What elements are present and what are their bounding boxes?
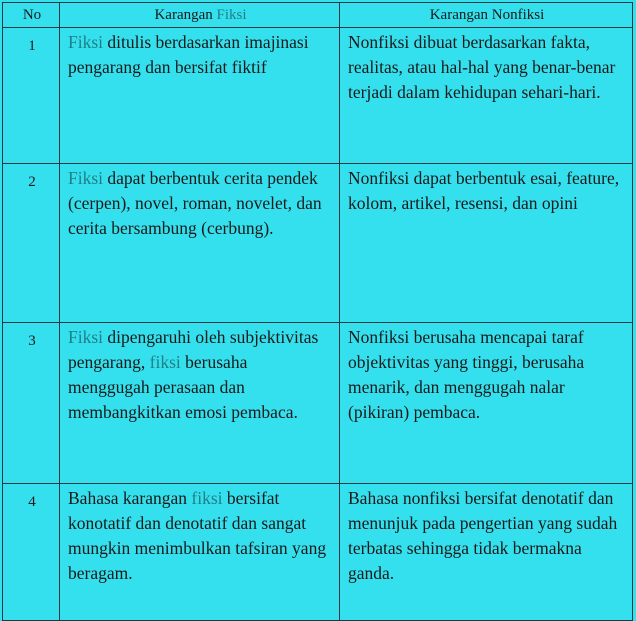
row-number: 1 bbox=[3, 28, 60, 164]
header-fiksi-label: Karangan Fiksi bbox=[154, 6, 247, 23]
header-row bbox=[3, 3, 633, 28]
fiksi-cell bbox=[60, 484, 340, 621]
table-row bbox=[3, 28, 633, 164]
nonfiksi-cell: Nonfiksi dibuat berdasarkan fakta, realitas, atau hal-hal yang benar-benar terjadi dalam kehidupan sehari-hari. bbox=[340, 28, 633, 164]
highlight-term: Fiksi bbox=[68, 168, 104, 188]
row-number: 4 bbox=[3, 484, 60, 621]
table-row bbox=[3, 323, 633, 484]
row-number: 3 bbox=[3, 323, 60, 484]
text-segment: dipengaruhi oleh subjektivitas pengarang, bbox=[68, 327, 319, 372]
fiksi-cell bbox=[60, 164, 340, 323]
text-segment: bersifat konotatif dan denotatif dan sangat mungkin menimbulkan tafsiran yang beragam. bbox=[68, 488, 327, 583]
comparison-table bbox=[2, 2, 633, 621]
text-segment: dapat berbentuk cerita pendek (cerpen), novel, roman, novelet, dan cerita bersambung (cerbung). bbox=[68, 168, 322, 238]
nonfiksi-cell: Nonfiksi berusaha mencapai taraf objektivitas yang tinggi, berusaha menarik, dan menggugah nalar (pikiran) pembaca. bbox=[340, 323, 633, 484]
highlight-term: Fiksi bbox=[216, 6, 247, 23]
nonfiksi-cell: Nonfiksi dapat berbentuk esai, feature, kolom, artikel, resensi, dan opini bbox=[340, 164, 633, 323]
header-no: No bbox=[3, 3, 60, 28]
text-segment: ditulis berdasarkan imajinasi pengarang dan bersifat fiktif bbox=[68, 32, 309, 77]
table-row bbox=[3, 164, 633, 323]
header-nonfiksi: Karangan Nonfiksi bbox=[340, 3, 633, 28]
text-segment: berusaha menggugah perasaan dan membangkitkan emosi pembaca. bbox=[68, 352, 298, 422]
row-number: 2 bbox=[3, 164, 60, 323]
fiksi-cell bbox=[60, 28, 340, 164]
fiksi-cell bbox=[60, 323, 340, 484]
highlight-term: Fiksi bbox=[68, 32, 104, 52]
header-fiksi bbox=[60, 3, 340, 28]
table-row bbox=[3, 484, 633, 621]
highlight-term: fiksi bbox=[149, 352, 181, 372]
nonfiksi-cell: Bahasa nonfiksi bersifat denotatif dan menunjuk pada pengertian yang sudah terbatas sehingga tidak bermakna ganda. bbox=[340, 484, 633, 621]
highlight-term: Fiksi bbox=[68, 327, 104, 347]
text-segment: Bahasa karangan bbox=[68, 488, 192, 508]
highlight-term: fiksi bbox=[191, 488, 223, 508]
